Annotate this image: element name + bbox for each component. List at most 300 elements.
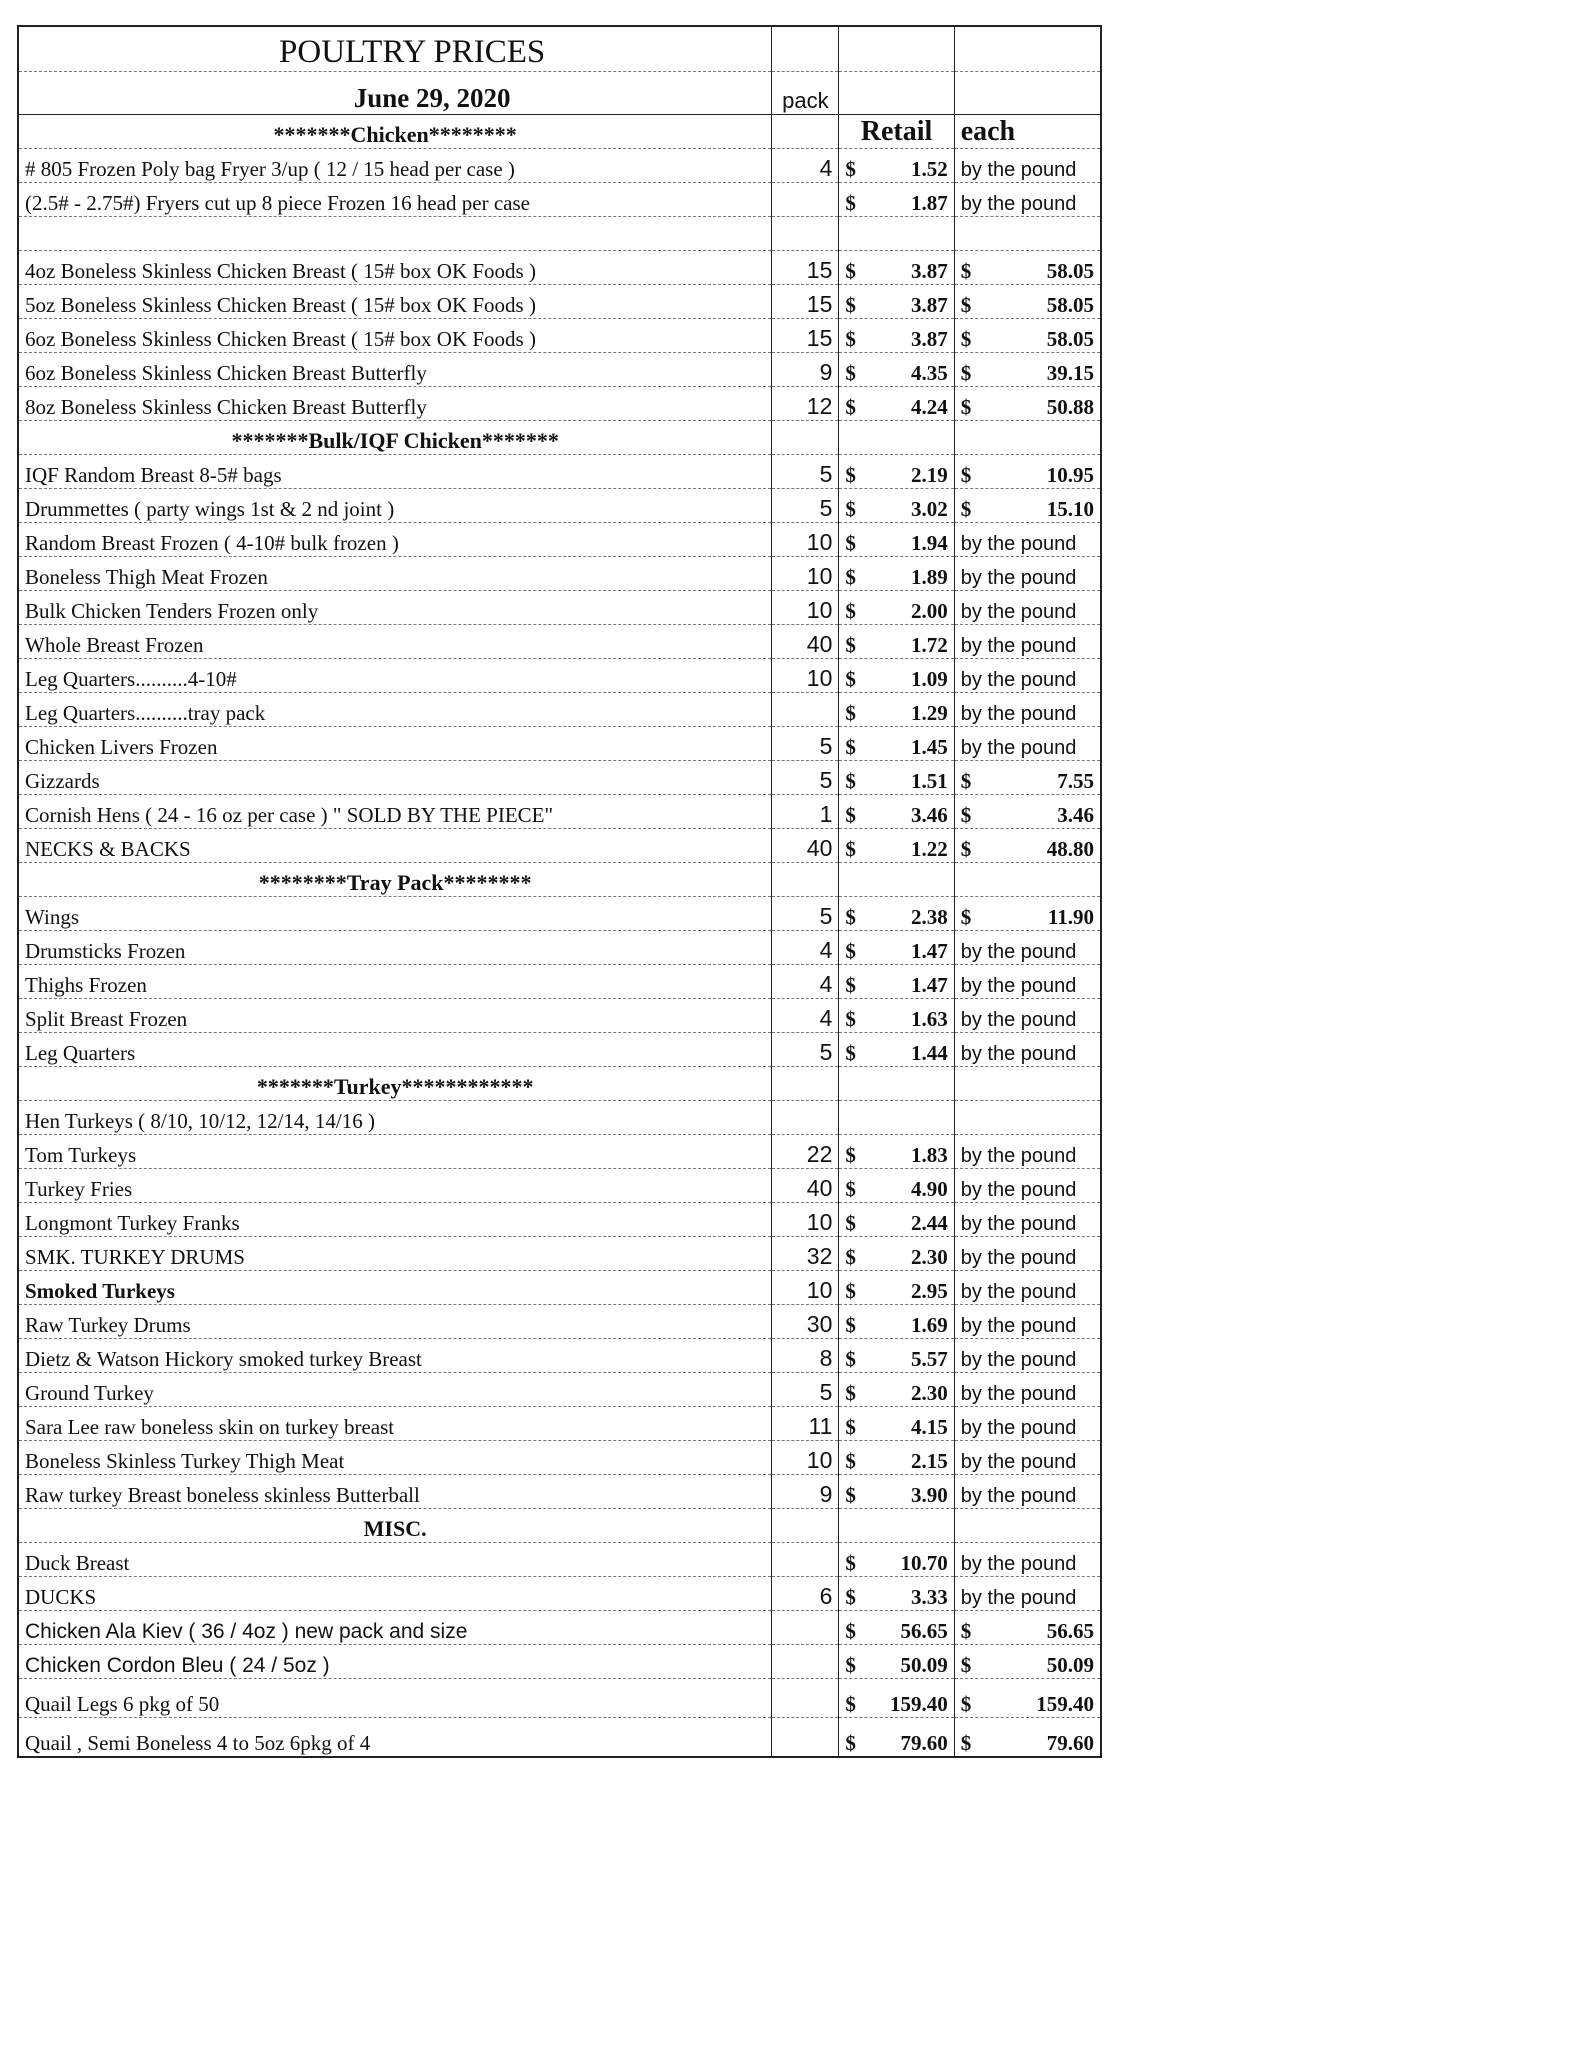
each-amount: 79.60 [1046, 1731, 1094, 1755]
retail-header-cell [839, 1067, 954, 1101]
item-name: Whole Breast Frozen [18, 625, 772, 659]
currency-symbol: $ [845, 769, 856, 793]
each-price [954, 557, 1101, 591]
retail-price [839, 1679, 954, 1718]
retail-price [839, 1237, 954, 1271]
table-row [18, 1407, 1101, 1441]
pack-count: 10 [772, 1441, 839, 1475]
currency-symbol: $ [960, 327, 972, 351]
currency-symbol: $ [845, 1483, 856, 1507]
retail-amount: 1.44 [910, 1041, 948, 1065]
retail-amount: 1.22 [910, 837, 948, 861]
item-name: 4oz Boneless Skinless Chicken Breast ( 15# box OK Foods ) [18, 251, 772, 285]
currency-symbol: $ [845, 531, 856, 555]
by-the-pound-label: by the pound [960, 567, 1077, 589]
each-price [954, 829, 1101, 863]
each-amount: 159.40 [1036, 1692, 1094, 1716]
pack-count: 9 [772, 1475, 839, 1509]
pack-count: 32 [772, 1237, 839, 1271]
pack-count: 11 [772, 1407, 839, 1441]
item-name: Raw Turkey Drums [18, 1305, 772, 1339]
pack-count: 10 [772, 659, 839, 693]
pack-cell [772, 1509, 839, 1543]
pack-count: 4 [772, 931, 839, 965]
each-price [954, 727, 1101, 761]
each-cell [954, 217, 1101, 251]
retail-amount: 2.44 [910, 1211, 948, 1235]
item-name: Boneless Thigh Meat Frozen [18, 557, 772, 591]
pack-count: 40 [772, 625, 839, 659]
retail-amount: 1.87 [910, 191, 948, 215]
each-price [954, 1135, 1101, 1169]
each-price [954, 1101, 1101, 1135]
currency-symbol: $ [960, 293, 972, 317]
retail-price [839, 1373, 954, 1407]
currency-symbol: $ [960, 769, 972, 793]
each-price [954, 1577, 1101, 1611]
table-row [18, 897, 1101, 931]
pack-cell [772, 217, 839, 251]
retail-amount: 2.30 [910, 1381, 948, 1405]
each-amount: 10.95 [1046, 463, 1094, 487]
item-name: Longmont Turkey Franks [18, 1203, 772, 1237]
by-the-pound-label: by the pound [960, 1281, 1077, 1303]
retail-price [839, 1718, 954, 1758]
by-the-pound-label: by the pound [960, 1213, 1077, 1235]
section-title: *******Turkey************ [18, 1067, 772, 1101]
currency-symbol: $ [845, 735, 856, 759]
pack-count: 15 [772, 319, 839, 353]
retail-amount: 3.46 [910, 803, 948, 827]
by-the-pound-label: by the pound [960, 193, 1077, 215]
each-price [954, 1237, 1101, 1271]
each-price [954, 353, 1101, 387]
section-header-row [18, 421, 1101, 455]
table-row [18, 1373, 1101, 1407]
pack-cell [772, 1067, 839, 1101]
each-price [954, 1441, 1101, 1475]
section-title: *******Chicken******** [18, 115, 772, 149]
currency-symbol: $ [960, 803, 972, 827]
pack-count [772, 1101, 839, 1135]
by-the-pound-label: by the pound [960, 1145, 1077, 1167]
by-the-pound-label: by the pound [960, 1179, 1077, 1201]
each-amount: 11.90 [1047, 905, 1094, 929]
retail-price [839, 1611, 954, 1645]
pack-count: 5 [772, 1373, 839, 1407]
retail-header-cell [839, 863, 954, 897]
retail-price [839, 1475, 954, 1509]
currency-symbol: $ [960, 837, 972, 861]
title-row [18, 26, 1101, 72]
table-row [18, 727, 1101, 761]
pack-count: 10 [772, 523, 839, 557]
pack-count: 10 [772, 1271, 839, 1305]
currency-symbol: $ [845, 1692, 856, 1716]
retail-price [839, 965, 954, 999]
pack-count: 5 [772, 1033, 839, 1067]
currency-symbol: $ [845, 701, 856, 725]
retail-price [839, 1033, 954, 1067]
retail-header-cell [839, 1509, 954, 1543]
retail-amount: 4.35 [910, 361, 948, 385]
item-name: 6oz Boneless Skinless Chicken Breast ( 15# box OK Foods ) [18, 319, 772, 353]
retail-price [839, 557, 954, 591]
pack-count: 6 [772, 1577, 839, 1611]
item-name: DUCKS [18, 1577, 772, 1611]
retail-price [839, 591, 954, 625]
item-name: Leg Quarters..........tray pack [18, 693, 772, 727]
currency-symbol: $ [845, 837, 856, 861]
retail-price [839, 1101, 954, 1135]
retail-price [839, 727, 954, 761]
item-name: Wings [18, 897, 772, 931]
retail-price [839, 693, 954, 727]
item-name: Thighs Frozen [18, 965, 772, 999]
table-row [18, 693, 1101, 727]
retail-amount: 3.87 [910, 293, 948, 317]
currency-symbol: $ [960, 1619, 972, 1643]
item-name: Leg Quarters [18, 1033, 772, 1067]
item-name: Drumsticks Frozen [18, 931, 772, 965]
pack-count: 15 [772, 251, 839, 285]
each-amount: 56.65 [1046, 1619, 1094, 1643]
pack-count: 5 [772, 455, 839, 489]
table-row [18, 1271, 1101, 1305]
table-row [18, 1203, 1101, 1237]
table-row [18, 591, 1101, 625]
item-name: NECKS & BACKS [18, 829, 772, 863]
retail-amount: 2.95 [910, 1279, 948, 1303]
pack-count [772, 1718, 839, 1758]
each-price [954, 319, 1101, 353]
each-price [954, 1475, 1101, 1509]
currency-symbol: $ [845, 463, 856, 487]
retail-price [839, 353, 954, 387]
table-row [18, 489, 1101, 523]
currency-symbol: $ [960, 905, 972, 929]
price-date: June 29, 2020 [18, 72, 772, 115]
pack-count: 40 [772, 1169, 839, 1203]
each-price [954, 1543, 1101, 1577]
section-title: ********Tray Pack******** [18, 863, 772, 897]
blank-row [18, 217, 1101, 251]
pack-count [772, 693, 839, 727]
each-price [954, 387, 1101, 421]
table-row [18, 285, 1101, 319]
table-row [18, 251, 1101, 285]
retail-amount: 3.87 [910, 259, 948, 283]
currency-symbol: $ [960, 1731, 972, 1755]
currency-symbol: $ [960, 361, 972, 385]
table-row [18, 387, 1101, 421]
pack-count: 5 [772, 897, 839, 931]
item-name: Raw turkey Breast boneless skinless Butterball [18, 1475, 772, 1509]
by-the-pound-label: by the pound [960, 941, 1077, 963]
retail-amount: 1.09 [910, 667, 948, 691]
currency-symbol: $ [845, 361, 856, 385]
by-the-pound-label: by the pound [960, 1383, 1077, 1405]
table-row [18, 353, 1101, 387]
each-price [954, 1033, 1101, 1067]
each-amount: 50.88 [1046, 395, 1094, 419]
each-price [954, 489, 1101, 523]
item-name: Boneless Skinless Turkey Thigh Meat [18, 1441, 772, 1475]
retail-price [839, 251, 954, 285]
pack-count: 9 [772, 353, 839, 387]
item-name: (2.5# - 2.75#) Fryers cut up 8 piece Frozen 16 head per case [18, 183, 772, 217]
currency-symbol: $ [845, 1347, 856, 1371]
table-row [18, 625, 1101, 659]
currency-symbol: $ [845, 395, 856, 419]
retail-price [839, 1577, 954, 1611]
retail-header-cell: Retail [839, 115, 954, 149]
retail-price [839, 1407, 954, 1441]
retail-price [839, 285, 954, 319]
table-row [18, 1305, 1101, 1339]
each-amount: 3.46 [1057, 803, 1094, 827]
each-amount: 58.05 [1046, 327, 1094, 351]
retail-amount: 50.09 [900, 1653, 948, 1677]
each-price [954, 1305, 1101, 1339]
currency-symbol: $ [845, 1619, 856, 1643]
item-name: Quail , Semi Boneless 4 to 5oz 6pkg of 4 [18, 1718, 772, 1758]
item-name: Drummettes ( party wings 1st & 2 nd joint ) [18, 489, 772, 523]
pack-count: 10 [772, 591, 839, 625]
item-name: Cornish Hens ( 24 - 16 oz per case ) " SOLD BY THE PIECE" [18, 795, 772, 829]
pack-count: 5 [772, 489, 839, 523]
retail-price [839, 999, 954, 1033]
item-name: Ground Turkey [18, 1373, 772, 1407]
pack-count: 10 [772, 1203, 839, 1237]
date-row [18, 72, 1101, 115]
section-header-row [18, 1067, 1101, 1101]
pack-count [772, 1611, 839, 1645]
by-the-pound-label: by the pound [960, 635, 1077, 657]
table-row [18, 965, 1101, 999]
each-price [954, 455, 1101, 489]
each-amount: 7.55 [1057, 769, 1094, 793]
item-name: Gizzards [18, 761, 772, 795]
table-row [18, 1543, 1101, 1577]
retail-price [839, 1305, 954, 1339]
table-row [18, 455, 1101, 489]
each-price [954, 1271, 1101, 1305]
retail-price [839, 489, 954, 523]
by-the-pound-label: by the pound [960, 601, 1077, 623]
currency-symbol: $ [845, 1585, 856, 1609]
retail-price [839, 455, 954, 489]
table-row [18, 999, 1101, 1033]
item-name: 5oz Boneless Skinless Chicken Breast ( 15# box OK Foods ) [18, 285, 772, 319]
each-price [954, 1373, 1101, 1407]
retail-amount: 2.15 [910, 1449, 948, 1473]
pack-count [772, 183, 839, 217]
currency-symbol: $ [845, 1731, 856, 1755]
pack-count [772, 1645, 839, 1679]
currency-symbol: $ [845, 497, 856, 521]
by-the-pound-label: by the pound [960, 533, 1077, 555]
table-row [18, 1169, 1101, 1203]
pack-count: 8 [772, 1339, 839, 1373]
retail-amount: 1.69 [910, 1313, 948, 1337]
item-name: IQF Random Breast 8-5# bags [18, 455, 772, 489]
currency-symbol: $ [845, 1313, 856, 1337]
retail-price [839, 319, 954, 353]
pack-count [772, 1679, 839, 1718]
retail-price [839, 659, 954, 693]
currency-symbol: $ [960, 395, 972, 419]
item-name: Turkey Fries [18, 1169, 772, 1203]
currency-symbol: $ [845, 157, 856, 181]
item-name: Sara Lee raw boneless skin on turkey breast [18, 1407, 772, 1441]
retail-price [839, 523, 954, 557]
each-price [954, 625, 1101, 659]
retail-price [839, 1645, 954, 1679]
currency-symbol: $ [845, 667, 856, 691]
each-price [954, 1611, 1101, 1645]
pack-count: 10 [772, 557, 839, 591]
item-name: Quail Legs 6 pkg of 50 [18, 1679, 772, 1718]
currency-symbol: $ [845, 905, 856, 929]
each-header-cell: each [954, 115, 1101, 149]
currency-symbol: $ [960, 463, 972, 487]
table-row [18, 761, 1101, 795]
currency-symbol: $ [845, 1041, 856, 1065]
table-row [18, 1475, 1101, 1509]
pack-count: 12 [772, 387, 839, 421]
price-sheet-table [17, 25, 1102, 1758]
retail-price [839, 1271, 954, 1305]
table-row [18, 1718, 1101, 1758]
by-the-pound-label: by the pound [960, 1553, 1077, 1575]
by-the-pound-label: by the pound [960, 1009, 1077, 1031]
retail-amount: 3.02 [910, 497, 948, 521]
currency-symbol: $ [845, 1279, 856, 1303]
by-the-pound-label: by the pound [960, 1247, 1077, 1269]
currency-symbol: $ [845, 1211, 856, 1235]
table-row [18, 183, 1101, 217]
retail-price [839, 931, 954, 965]
item-name: 8oz Boneless Skinless Chicken Breast Butterfly [18, 387, 772, 421]
table-row [18, 659, 1101, 693]
by-the-pound-label: by the pound [960, 737, 1077, 759]
pack-count: 22 [772, 1135, 839, 1169]
retail-amount: 3.33 [910, 1585, 948, 1609]
item-name: # 805 Frozen Poly bag Fryer 3/up ( 12 / 15 head per case ) [18, 149, 772, 183]
currency-symbol: $ [845, 327, 856, 351]
section-title: MISC. [18, 1509, 772, 1543]
retail-amount: 1.94 [910, 531, 948, 555]
retail-amount: 1.52 [910, 157, 948, 181]
each-price [954, 251, 1101, 285]
each-price [954, 999, 1101, 1033]
retail-amount: 2.30 [910, 1245, 948, 1269]
pack-count: 5 [772, 727, 839, 761]
retail-amount: 2.38 [910, 905, 948, 929]
retail-price [839, 897, 954, 931]
section-header-row [18, 1509, 1101, 1543]
retail-amount: 1.47 [910, 939, 948, 963]
pack-count: 4 [772, 965, 839, 999]
retail-price [839, 1203, 954, 1237]
retail-amount: 1.29 [910, 701, 948, 725]
by-the-pound-label: by the pound [960, 1349, 1077, 1371]
pack-count: 5 [772, 761, 839, 795]
retail-price [839, 1169, 954, 1203]
by-the-pound-label: by the pound [960, 1417, 1077, 1439]
currency-symbol: $ [845, 1415, 856, 1439]
table-row [18, 1577, 1101, 1611]
by-the-pound-label: by the pound [960, 1485, 1077, 1507]
retail-price [839, 761, 954, 795]
table-row [18, 1611, 1101, 1645]
by-the-pound-label: by the pound [960, 1315, 1077, 1337]
retail-header-cell [839, 421, 954, 455]
currency-symbol: $ [845, 293, 856, 317]
each-price [954, 183, 1101, 217]
retail-amount: 2.00 [910, 599, 948, 623]
page-title: POULTRY PRICES [18, 26, 772, 72]
retail-amount: 1.72 [910, 633, 948, 657]
retail-cell [839, 217, 954, 251]
currency-symbol: $ [845, 803, 856, 827]
each-price [954, 149, 1101, 183]
currency-symbol: $ [960, 1692, 972, 1716]
retail-amount: 56.65 [900, 1619, 948, 1643]
retail-amount: 4.15 [910, 1415, 948, 1439]
retail-amount: 1.45 [910, 735, 948, 759]
item-name: Smoked Turkeys [18, 1271, 772, 1305]
table-row [18, 1441, 1101, 1475]
retail-price [839, 795, 954, 829]
retail-price [839, 1543, 954, 1577]
each-price [954, 1718, 1101, 1758]
item-name: Hen Turkeys ( 8/10, 10/12, 12/14, 14/16 ) [18, 1101, 772, 1135]
currency-symbol: $ [960, 259, 972, 283]
currency-symbol: $ [845, 1381, 856, 1405]
item-name: Chicken Cordon Bleu ( 24 / 5oz ) [18, 1645, 772, 1679]
by-the-pound-label: by the pound [960, 159, 1077, 181]
table-row [18, 1645, 1101, 1679]
retail-price [839, 1135, 954, 1169]
each-price [954, 1407, 1101, 1441]
item-name: Dietz & Watson Hickory smoked turkey Breast [18, 1339, 772, 1373]
retail-amount: 1.47 [910, 973, 948, 997]
by-the-pound-label: by the pound [960, 1043, 1077, 1065]
by-the-pound-label: by the pound [960, 1587, 1077, 1609]
retail-amount: 4.90 [910, 1177, 948, 1201]
each-price [954, 693, 1101, 727]
each-header-cell [954, 1067, 1101, 1101]
pack-cell [772, 421, 839, 455]
item-name: SMK. TURKEY DRUMS [18, 1237, 772, 1271]
pack-count: 40 [772, 829, 839, 863]
item-name: Random Breast Frozen ( 4-10# bulk frozen ) [18, 523, 772, 557]
retail-amount: 3.87 [910, 327, 948, 351]
currency-symbol: $ [845, 599, 856, 623]
pack-column-header: pack [772, 72, 839, 115]
retail-price [839, 183, 954, 217]
retail-amount: 2.19 [910, 463, 948, 487]
each-price [954, 1169, 1101, 1203]
table-row [18, 1033, 1101, 1067]
each-price [954, 1645, 1101, 1679]
table-row [18, 1237, 1101, 1271]
retail-price [839, 387, 954, 421]
retail-price [839, 1441, 954, 1475]
each-amount: 39.15 [1046, 361, 1094, 385]
